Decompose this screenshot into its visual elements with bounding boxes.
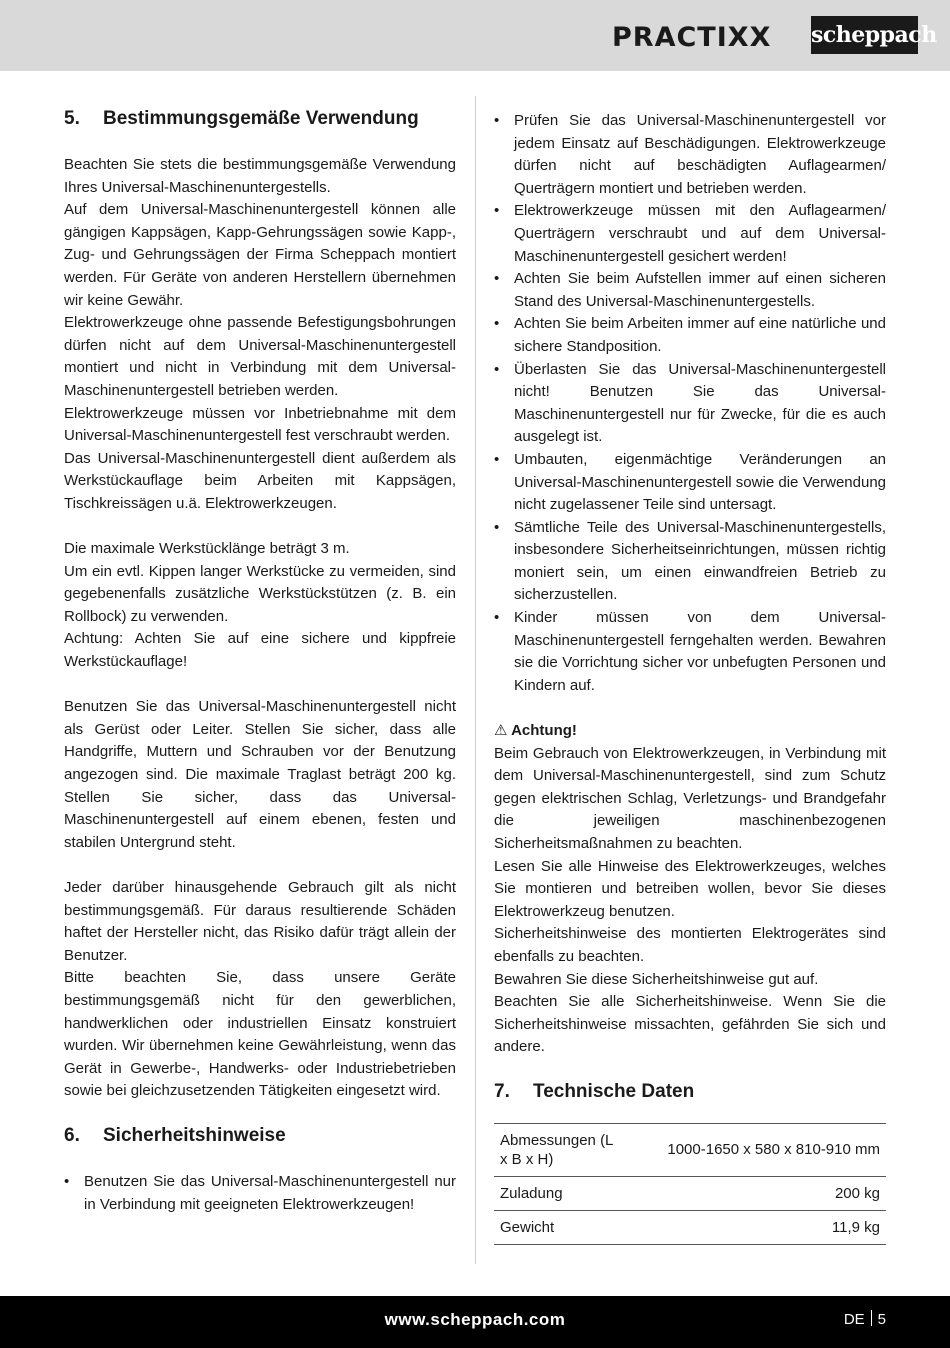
table-cell-value: 200 kg <box>626 1176 886 1210</box>
language-code: DE <box>843 1311 865 1328</box>
table-cell-value: 1000-1650 x 580 x 810-910 mm <box>626 1123 886 1176</box>
list-item: • Kinder müssen von dem Universal-Maschinenuntergestell ferngehalten werden. Bewahren sie die Vorrichtung sicher vor unbefugten Personen und Kindern auf. <box>494 607 886 697</box>
section-number: 6. <box>64 1124 80 1146</box>
list-item: • Umbauten, eigenmächtige Veränderungen an Universal-Maschinenuntergestell sowie die Verwendung nicht zugelassener Teile sind untersagt. <box>494 449 886 517</box>
paragraph: Die maximale Werkstücklänge beträgt 3 m. <box>64 540 350 558</box>
page-footer <box>0 1296 950 1348</box>
list-item: • Achten Sie beim Aufstellen immer auf einen sicheren Stand des Universal-Maschinenuntergestells. <box>494 268 886 313</box>
paragraph: Das Universal-Maschinenuntergestell dient außerdem als Werkstückauflage beim Arbeiten mit Kappsägen, Tischkreissägen u.ä. Elektrowerkzeugen. <box>64 449 456 512</box>
paragraph: Benutzen Sie das Universal-Maschinenuntergestell nicht als Gerüst oder Leiter. Stellen Sie sicher, dass alle Handgriffe, Muttern und Schrauben vor der Benutzung angezogen sind. Die maximale Traglast beträgt 200 kg. Stellen Sie sicher, dass das Universal-Maschinenuntergestell auf einem ebenen, festen und stabilen Untergrund steht. <box>64 698 456 851</box>
table-row <box>494 1210 886 1244</box>
section-title: Technische Daten <box>533 1080 695 1102</box>
section-7-heading <box>494 1079 886 1105</box>
safety-list <box>494 110 886 697</box>
tech-data-table <box>494 1123 886 1245</box>
section-number: 5. <box>64 108 80 129</box>
paragraph: Beachten Sie alle Sicherheitshinweise. Wenn Sie die Sicherheitshinweise missachten, gefährden Sie sich und andere. <box>494 993 886 1056</box>
section-title: Bestimmungsgemäße Verwendung <box>103 108 419 129</box>
paragraph: Lesen Sie alle Hinweise des Elektrowerkzeuges, welches Sie montieren und betreiben wollen, bevor Sie dieses Elektrowerkzeug benutzen. <box>494 857 886 920</box>
paragraph: Beim Gebrauch von Elektrowerkzeugen, in Verbindung mit dem Universal-Maschinenuntergestell, sind zum Schutz gegen elektrischen Schlag, Verletzungs- und Brandgefahr die jeweiligen maschinenbezogenen Sicherheitsmaßnahmen zu beachten. <box>494 744 886 852</box>
right-column <box>494 110 886 1245</box>
scheppach-logo: scheppach <box>811 16 918 54</box>
paragraph: Um ein evtl. Kippen langer Werkstücke zu vermeiden, sind gegebenenfalls zusätzliche Werkstückstützen (z. B. ein Rollbock) zu verwenden. <box>64 562 456 625</box>
list-item: • Elektrowerkzeuge müssen mit den Auflagearmen/ Querträgern verschraubt und auf dem Universal-Maschinenuntergestell gesichert werden! <box>494 200 886 268</box>
left-column <box>64 106 456 1216</box>
warning-heading <box>494 720 886 743</box>
paragraph: Jeder darüber hinausgehende Gebrauch gilt als nicht bestimmungsgemäß. Für daraus resultierende Schäden haftet der Hersteller nicht, das Risiko dafür trägt allein der Benutzer. <box>64 879 456 964</box>
table-row <box>494 1123 886 1176</box>
page-header <box>0 0 950 71</box>
paragraph: Beachten Sie stets die bestimmungsgemäße Verwendung Ihres Universal-Maschinenuntergestells. <box>64 156 456 196</box>
section-6-heading <box>64 1123 456 1149</box>
table-cell-value: 11,9 kg <box>626 1210 886 1244</box>
paragraph: Bitte beachten Sie, dass unsere Geräte bestimmungsgemäß nicht für den gewerblichen, handwerklichen oder industriellen Einsatz konstruiert wurden. Wir übernehmen keine Gewährleistung, wenn das Gerät in Gewerbe-, Handwerks- oder Industriebetrieben sowie bei gleichzusetzenden Tätigkeiten eingesetzt wird. <box>64 969 456 1100</box>
paragraph: Elektrowerkzeuge müssen vor Inbetriebnahme mit dem Universal-Maschinenuntergestell fest verschraubt werden. <box>64 404 456 445</box>
table-cell-label: Gewicht <box>494 1210 626 1244</box>
page-number <box>844 1310 886 1328</box>
page-num: 5 <box>877 1311 886 1328</box>
section-title: Sicherheitshinweise <box>103 1124 286 1146</box>
warning-title: Achtung! <box>511 722 577 740</box>
column-divider <box>475 96 476 1264</box>
list-item: • Sämtliche Teile des Universal-Maschinenuntergestells, insbesondere Sicherheitseinrichtungen, müssen richtig moniert sein, um einen einwandfreien Betrieb zu sicherzustellen. <box>494 517 886 607</box>
paragraph: Bewahren Sie diese Sicherheitshinweise gut auf. <box>494 970 819 988</box>
safety-list <box>64 1171 456 1216</box>
list-item: • Benutzen Sie das Universal-Maschinenuntergestell nur in Verbindung mit geeigneten Elektrowerkzeugen! <box>64 1171 456 1216</box>
list-item: • Achten Sie beim Arbeiten immer auf eine natürliche und sichere Standposition. <box>494 313 886 358</box>
list-item: • Prüfen Sie das Universal-Maschinenuntergestell vor jedem Einsatz auf Beschädigungen. Elektrowerkzeuge dürfen nicht auf beschädigten Auflagearmen/ Querträgern montiert und betrieben werden. <box>494 110 886 200</box>
paragraph: Sicherheitshinweise des montierten Elektrogerätes sind ebenfalls zu beachten. <box>494 925 886 965</box>
paragraph: Achtung: Achten Sie auf eine sichere und kippfreie Werkstückauflage! <box>64 630 456 671</box>
list-item: • Überlasten Sie das Universal-Maschinenuntergestell nicht! Benutzen Sie das Universal-Maschinenuntergestell nur für Zwecke, für die es auch ausgelegt ist. <box>494 359 886 449</box>
warning-icon: ⚠ <box>494 722 508 740</box>
paragraph: Elektrowerkzeuge ohne passende Befestigungsbohrungen dürfen nicht auf dem Universal-Maschinenuntergestell montiert und nicht in Verbindung mit dem Universal-Maschinenuntergestell betrieben werden. <box>64 314 456 399</box>
paragraph: Auf dem Universal-Maschinenuntergestell können alle gängigen Kappsägen, Kapp-Gehrungssägen sowie Kapp-, Zug- und Gehrungssägen der Firma Scheppach montiert werden. Für Geräte von anderen Herstellern übernehmen wir keine Gewähr. <box>64 201 456 309</box>
website-link[interactable]: www.scheppach.com <box>384 1310 566 1329</box>
section-number: 7. <box>494 1080 510 1102</box>
table-cell-label: Zuladung <box>494 1176 626 1210</box>
table-cell-label: Abmessungen (L x B x H) <box>494 1123 626 1176</box>
table-row <box>494 1176 886 1210</box>
section-5-heading <box>64 106 456 132</box>
practixx-logo: PRACTIXX <box>612 22 772 53</box>
